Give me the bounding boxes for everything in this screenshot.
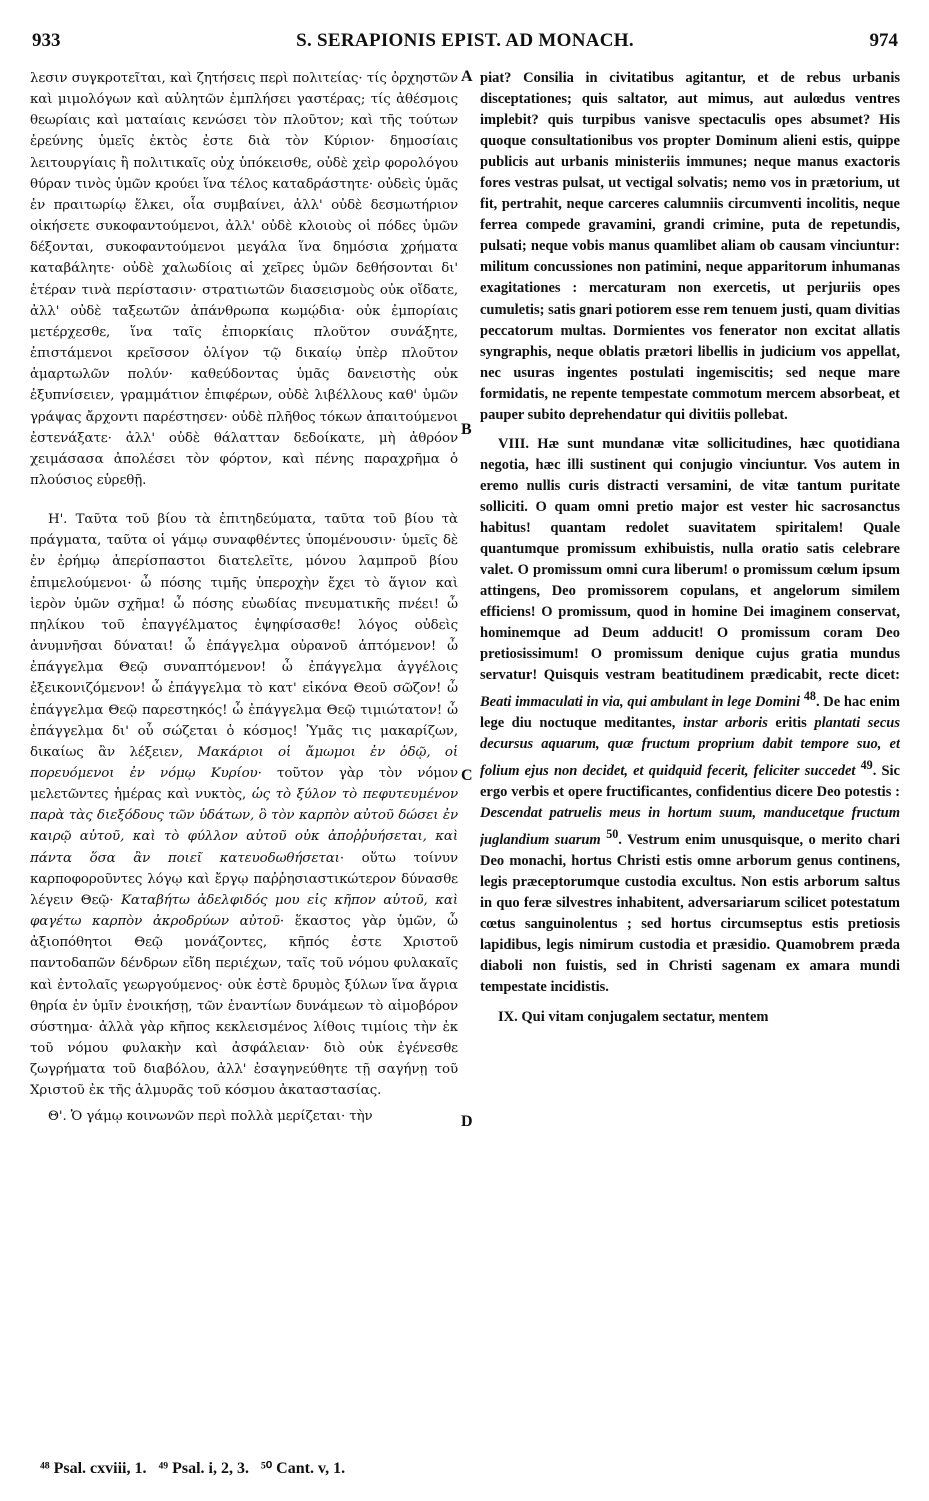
greek-paragraph-1: λεσιν συγκροτεῖται, καὶ ζητήσεις περὶ πολιτείας· τίς ὀρχηστῶν καὶ μιμολόγων καὶ αὐλητῶν ἐμπλήσει γαστέρας; τίς ἀθέσμοις θεωρίαις καὶ ματαίαις κενώσει τὸν πλοῦτον; καὶ τῆς τούτων ἐρεύνης ὑμεῖς ἐκτὸς ἐστε διὰ τὸν Κύριον· δημοσίαις λειτουργίαις ἢ πολιτικαῖς οὐχ ὑπόκεισθε, οὐδὲ χεὶρ φορολόγου θύραν τινὸς ὑμῶν κρούει ἵνα τέλος καταδράστητε· οὐδεὶς ὑμᾶς ἐν πραιτωρίῳ ἕλκει, οἷα συμβαίνει, ἀλλ' οὐδὲ δεσμωτήριον οἰκήσετε συκοφαντούμενοι, ἀλλ' οὐδὲ κλοιοὺς οἱ πόδες ὑμῶν δέξονται, συκοφαντούμενοι μεγάλα ἵνα δημόσια χρήματα καταβάλητε· οὐδὲ χαλωδίοις αἱ χεῖρες ὑμῶν δεθήσονται δι' ἑτέραν τινὰ περίστασιν· στρατιωτῶν διασεισμοὺς οὐκ οἴδατε, ἀλλ' οὐδὲ ταξεωτῶν ἀπάνθρωπα κωμῴδια· οὐκ ἐμπορίαις μετέρχεσθε, ἵνα ταῖς ἐπιορκίαις πλοῦτον συνάξητε, ἐπιστάμενοι κρεῖσσον ὀλίγον τῷ δικαίῳ ὑπὲρ πλοῦτον ἁμαρτωλῶν πολύν· καθεύδοντας ὑμᾶς δανειστὴς οὐκ ἐξυπνίσειεν, γραμμάτιον ἐπιφέρων, οὐδὲ λιβέλλους καθ' ὑμῶν γράψας ἄρχοντι παρέστησεν· οὐδὲ πλῆθος τόκων ἀπαιτούμενοι ἐστενάξατε· ἀλλ' οὐδὲ θάλατταν δεδοίκατε, μὴ ἀθρόον χειμάσασα ἀπολέσει τὸν φόρτον, καὶ πένης παραχρῆμα ὁ πλούσιος εὑρεθῇ.: [30, 71, 458, 488]
latin-column: [480, 68, 900, 1028]
greek-quote-psalm: Μακάριοι οἱ ἄμωμοι ἐν ὁδῷ, οἱ πορευόμενοι ἐν νόμῳ Κυρίου: [30, 744, 458, 781]
footnote-ref-48: 48: [803, 689, 816, 704]
latin-quote-psalm-tree: plantati secus decursus aquarum, quæ fructum proprium dabit tempore suo, et folium ejus non decidet, et quidquid fecerit, feliciter succedet: [480, 715, 900, 780]
footnote-ref-50: 50: [606, 827, 619, 842]
latin-paragraph-viii: [480, 434, 900, 999]
page-header: [32, 30, 898, 56]
latin-paragraph-1: piat? Consilia in civitatibus agitantur, et de rebus urbanis disceptationes; quis saltator, aut mimus, aut aulœdus ventres implebit? quis turpibus vanisve spectaculis opes absumet? His quoque consultationibus vos propter Dominum alieni estis, quippe publicis aut urbanis ministeriis immunes; neque manus exactoris fores vestras pulsat, ut vectigal solvatis; nemo vos in prætorium, ut fit, pertrahit, neque carceres calumniis circumventi incolitis, neque ferrea compede gravamini, grandi crimine, puta de repetundis, pulsati; neque vobis manus quamlibet aliam ob causam vinciuntur: militum concussiones non patimini, neque apparitorum inhumanas exagitationes : mercaturam non exercetis, ut perjuriis opes cumuletis; satis gnari potiorem esse rem tenuem justi, quam divitias peccatorum multas. Dormientes vos fenerator non excitat allatis syngraphis, neque oblatis prætori libellis in judicium vos appellat, nec usuras ingentes postulati ingemiscitis; sed neque mare formidatis, ne repente tempestate commotum mercem absorbeat, et pauper subito deprehendatur qui divitiis pollebat.: [480, 70, 900, 423]
greek-quote-canticle: Καταβήτω ἀδελφιδός μου εἰς κῆπον αὐτοῦ, καὶ φαγέτω καρπὸν ἀκροδρύων αὐτοῦ: [30, 892, 458, 930]
latin-text: . De hac enim lege diu noctuque meditantes,: [480, 694, 900, 732]
latin-text: . Sic ergo verbis et opere fructificantes, confidentius dicere Deo potestis :: [480, 763, 900, 801]
latin-text: . Vestrum enim unusquisque, o merito chari Deo monachi, hortus Christi estis omne arborum genus continens, legis præceptorumque custodia excultus. Non estis arborum saltus in quo feræ silvestres inhabitent, adversariarum scilicet potestatum cœtus sanguinolentus ; sed hortus circumseptus estis pretiosis lapidibus, legis nimirum custodia et præsidio. Quamobrem præda diaboli non fuistis, sed in Christi sagenam ex amara mundi tempestate incidistis.: [480, 832, 900, 996]
greek-text: · τοῦτον γὰρ τὸν νόμον μελετῶντες ἡμέρας καὶ νυκτὸς,: [30, 766, 458, 803]
greek-paragraph-8: [30, 509, 458, 1101]
running-title: S. SERAPIONIS EPIST. AD MONACH.: [296, 30, 634, 51]
greek-text: Η'. Ταῦτα τοῦ βίου τὰ ἐπιτηδεύματα, ταῦτα τοῦ βίου τὰ πράγματα, ταῦτα οἱ γάμῳ συναφθέντες ὑπομένουσιν· ὑμεῖς δὲ ἐν ἐρήμῳ ἀπερίσπαστοι διατελεῖτε, μόνου λαμπροῦ βίου ἐπιμελούμενοι· ὦ πόσης τιμῆς ὑπεροχὴν ἔχει τὸ ἅγιον καὶ ἱερὸν ὑμῶν σχῆμα! ὦ πόσης εὐωδίας πνευματικῆς πνέει! ὦ πηλίκου τοῦ ἐπαγγέλματος ἐψηφίσασθε! λόγος οὐδεὶς ἀνυμνῆσαι δύναται! ὦ ἐπάγγελμα οὐρανοῦ ἁπτόμενον! ὦ ἐπάγγελμα Θεῷ συναπτόμενον! ὦ ἐπάγγελμα ἀγγέλοις ἐξεικονιζόμενον! ὦ ἐπάγγελμα τὸ κατ' εἰκόνα Θεοῦ σῶζον! ὦ ἐπάγγελμα Θεῷ παρεστηκός! ὦ ἐπάγγελμα Θεῷ τιμιώτατον! ὦ ἐπάγγελμα δι' οὗ σώζεται ὁ κόσμος! Ὑμᾶς τις μακαρίζων, δικαίως ἂν λέξειεν,: [30, 512, 458, 760]
greek-column: [30, 68, 458, 1127]
latin-quote-psalm: Beati immaculati in via, qui ambulant in lege Domini: [480, 694, 801, 711]
margin-marker-b: B: [461, 421, 472, 438]
margin-marker-d: D: [461, 1113, 473, 1130]
page-number-right: 974: [869, 30, 898, 51]
latin-paragraph-ix: IX. Qui vitam conjugalem sectatur, mentem: [498, 1008, 769, 1025]
footnotes: ⁴⁸ Psal. cxviii, 1. ⁴⁹ Psal. i, 2, 3. ⁵⁰ Cant. v, 1.: [40, 1460, 346, 1477]
greek-quote-psalm-tree: ὡς τὸ ξύλον τὸ πεφυτευμένον παρὰ τὰς διεξόδους τῶν ὑδάτων, ὃ τὸν καρπὸν αὐτοῦ δώσει ἐν καιρῷ αὐτοῦ, καὶ τὸ φύλλον αὐτοῦ οὐκ ἀποῤῥυήσεται, καὶ πάντα ὅσα ἂν ποιεῖ κατευοδωθήσεται: [30, 787, 458, 866]
latin-text: VIII. Hæ sunt mundanæ vitæ sollicitudines, hæc quotidiana negotia, hæc illi sustinent qui conjugio vinciuntur. Vos autem in eremo nullis curis distracti versamini, de vitæ tantum puritate solliciti. O quam omni pretio major est vester hic sacrosanctus habitus! quantam redolet suavitatem spiritalem! Quale quantumque promissum exhibuistis, nulla oratio satis celebrare valet. O promissum omni cura liberum! o promissum cœlum ipsum attingens, Deo promissorem copulans, et angelorum similem efficiens! O promissum, quod in homine Dei imaginem conservat, hominemque ad Deum adducit! O promissum coram Deo pretiosissimum! O promissum denique cujus gratia mundus servatur! Quisquis vestram beatitudinem prædicabit, recte dicet:: [480, 435, 900, 684]
margin-marker-a: A: [461, 68, 473, 85]
margin-marker-c: C: [461, 767, 473, 784]
greek-text: · οὕτω τοίνυν καρποφοροῦντες λόγῳ καὶ ἔργῳ παῤῥησιαστικώτερον δύνασθε λέγειν Θεῷ·: [30, 850, 458, 908]
latin-quote-tree: instar arboris: [682, 715, 768, 732]
latin-quote-canticle: Descendat patruelis meus in hortum suum, manducetque fructum juglandium suarum: [480, 805, 900, 849]
latin-text: eritis: [767, 715, 815, 732]
page-number-left: 933: [32, 30, 61, 51]
footnote-ref-49: 49: [860, 758, 873, 773]
greek-paragraph-9: Θ'. Ὁ γάμῳ κοινωνῶν περὶ πολλὰ μερίζεται· τὴν: [48, 1108, 373, 1124]
greek-text: · ἕκαστος γὰρ ὑμῶν, ὦ ἀξιοπόθητοι Θεῷ μονάζοντες, κῆπός ἐστε Χριστοῦ παντοδαπῶν δένδρων εἴδη περιέχων, ταῖς τοῦ νόμου φυλακαῖς καὶ ἐντολαῖς γεωργούμενος· οὐκ ἐστὲ δρυμὸς ξύλων ἵνα ἄγρια θηρία ἐν ὑμῖν ἐνοικήσῃ, τῶν ἐναντίων δυνάμεων τὸ αἱμοβόρον σύστημα· ἀλλὰ γὰρ κῆπος κεκλεισμένος λίθοις τιμίοις τὴν ἐκ τοῦ νόμου φυλακὴν καὶ ἀσφάλειαν· διὸ οὐκ ἐγένεσθε ζωγρήματα τοῦ διαβόλου, ἀλλ' ἐσαγηνεύθητε τῇ σαγήνῃ τοῦ Χριστοῦ ἐκ τῆς ἁλμυρᾶς τοῦ κόσμου ἀκαταστασίας.: [30, 914, 458, 1099]
